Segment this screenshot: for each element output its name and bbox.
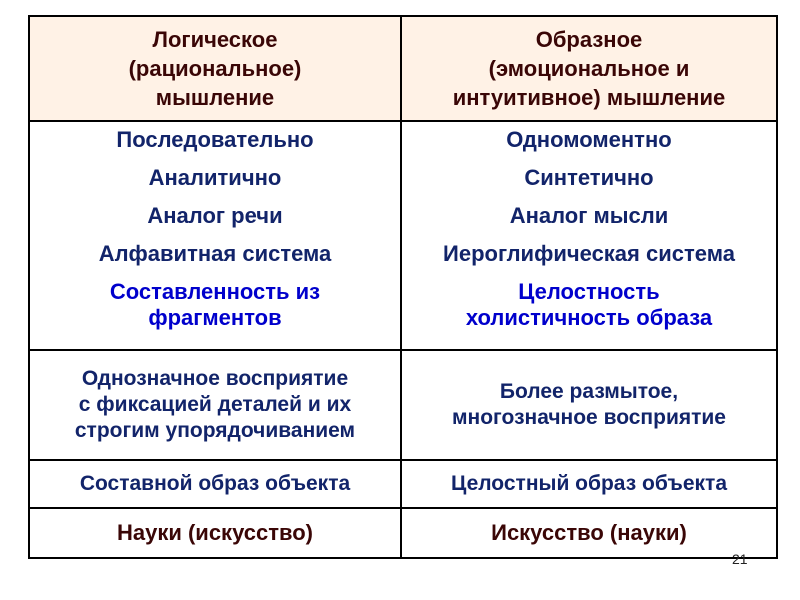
perception-line: многозначное восприятие	[452, 406, 726, 429]
perception-cell-figurative	[401, 350, 777, 460]
science-cell-figurative: Искусство (науки)	[401, 508, 777, 558]
features-row	[29, 121, 777, 350]
header-logical-line: мышление	[155, 85, 275, 110]
comparison-table	[28, 15, 778, 559]
object-image-cell-figurative: Целостный образ объекта	[401, 460, 777, 508]
header-figurative-line: Образное	[535, 27, 643, 52]
page-number: 21	[732, 551, 748, 567]
feature-item: Иероглифическая система	[443, 241, 735, 266]
perception-cell-logical	[29, 350, 401, 460]
feature-item-highlight	[34, 279, 396, 331]
feature-item: Синтетично	[524, 165, 654, 190]
header-figurative-line: (эмоциональное и	[488, 56, 690, 81]
features-cell-logical	[29, 121, 401, 350]
header-logical-line: Логическое	[152, 27, 278, 52]
feature-item: Алфавитная система	[98, 241, 332, 266]
header-logical-line: (рациональное)	[128, 56, 302, 81]
header-cell-figurative	[401, 16, 777, 121]
object-image-row	[29, 460, 777, 508]
perception-line: строгим упорядочиванием	[74, 419, 356, 442]
header-row	[29, 16, 777, 121]
perception-row	[29, 350, 777, 460]
science-row	[29, 508, 777, 558]
feature-item: Последовательно	[116, 127, 314, 152]
perception-line: с фиксацией деталей и их	[78, 393, 352, 416]
science-cell-logical: Науки (искусство)	[29, 508, 401, 558]
perception-line: Однозначное восприятие	[81, 367, 349, 390]
feature-item: Аналитично	[148, 165, 282, 190]
features-cell-figurative	[401, 121, 777, 350]
feature-highlight-line: Составленность из	[109, 279, 321, 304]
object-image-cell-logical: Составной образ объекта	[29, 460, 401, 508]
feature-highlight-line: Целостность	[518, 279, 660, 304]
feature-highlight-line: холистичность образа	[465, 305, 713, 330]
perception-line: Более размытое,	[499, 380, 679, 403]
header-figurative-line: интуитивное) мышление	[452, 85, 726, 110]
feature-item: Аналог речи	[147, 203, 283, 228]
feature-item-highlight	[406, 279, 772, 331]
feature-item: Аналог мысли	[509, 203, 669, 228]
feature-item: Одномоментно	[506, 127, 672, 152]
header-cell-logical	[29, 16, 401, 121]
feature-highlight-line: фрагментов	[148, 305, 282, 330]
